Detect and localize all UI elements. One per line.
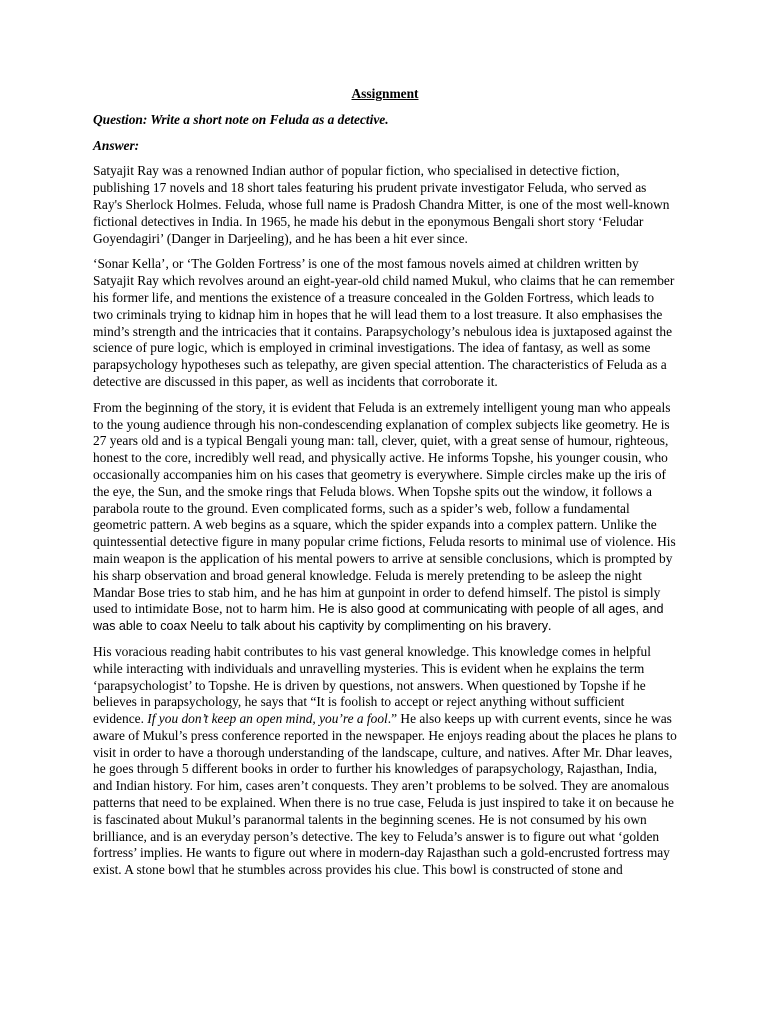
paragraph-4-italic-quote: If you don’t keep an open mind, you’re a fool: [147, 711, 388, 727]
document-page: [93, 86, 677, 888]
document-title: Assignment: [351, 86, 419, 101]
paragraph-3-highlight-text: He is also good at communicating with people of all ages, and was able to coax Neelu to talk about his captivity by complimenting on his bravery: [93, 602, 664, 634]
paragraph-3-text: From the beginning of the story, it is evident that Feluda is an extremely intelligent young man who appeals to the young audience through his non-condescending explanation of complex subjects like geometry. He is 27 years old and is a typical Bengali young man: tall, clever, quiet, with a great sense of humour, righteous, honest to the core, incredibly well read, and physically active. He informs Topshe, his younger cousin, who occasionally accompanies him on his cases that geometry is everywhere. Simple circles make up the iris of the eye, the Sun, and the smoke rings that Feluda blows. When Topshe spits out the window, it follows a parabola route to the ground. Even complicated forms, such as a spider’s web, follow a fundamental geometric pattern. A web begins as a square, which the spider expands into a complex pattern. Unlike the quintessential detective figure in many popular crime fictions, Feluda resorts to minimal use of violence. His main weapon is the application of his mental powers to arrive at sensible conclusions, which is prompted by his sharp observation and broad general knowledge. Feluda is merely pretending to be asleep the night Mandar Bose tries to stab him, and he has him at gunpoint in order to defend himself. The pistol is simply used to intimidate Bose, not to harm him.: [93, 399, 676, 617]
paragraph-2-text: ‘Sonar Kella’, or ‘The Golden Fortress’ is one of the most famous novels aimed at children written by Satyajit Ray which revolves around an eight-year-old child named Mukul, who claims that he can remember his former life, and mentions the existence of a treasure concealed in the Golden Fortress, which leads to two criminals trying to kidnap him in hopes that he will lead them to a lost treasure. It also emphasises the mind’s strength and the intricacies that it contains. Parapsychology’s nebulous idea is juxtaposed against the science of pure logic, which is employed in criminal investigations. The idea of fantasy, as well as some parapsychology hypotheses such as telepathy, are given special attention. The characteristics of Feluda as a detective are discussed in this paper, as well as incidents that corroborate it.: [93, 256, 675, 389]
paragraph-1-text: Satyajit Ray was a renowned Indian author of popular fiction, who specialised in detective fiction, publishing 17 novels and 18 short tales featuring his prudent private investigator Feluda, who served as Ray's Sherlock Holmes. Feluda, whose full name is Pradosh Chandra Mitter, is one of the most well-known fictional detectives in India. In 1965, he made his debut in the eponymous Bengali short story ‘Feludar Goyendagiri’ (Danger in Darjeeling), and he has been a hit ever since.: [93, 163, 670, 246]
answer-label: Answer:: [93, 137, 140, 153]
paragraph-4: [93, 644, 677, 879]
paragraph-3-end-text: .: [548, 618, 552, 634]
paragraph-1: [93, 163, 677, 247]
paragraph-4-text: His voracious reading habit contributes to his vast general knowledge. This knowledge comes in helpful while interacting with individuals and unravelling mysteries. This is evident when he explains the term ‘parapsychologist’ to Topshe. He is driven by questions, not answers. When questioned by Topshe if he believes in parapsychology, he says that “It is foolish to accept or reject anything without sufficient evidence.: [93, 643, 651, 727]
paragraph-3: [93, 400, 677, 635]
paragraph-2: [93, 256, 677, 390]
paragraph-4-end-text: .” He also keeps up with current events, since he was aware of Mukul’s press conference reported in the newspaper. He enjoys reading about the places he plans to visit in order to have a thorough understanding of the landscape, culture, and natives. After Mr. Dhar leaves, he goes through 5 different books in order to further his knowledges of parapsychology, Rajasthan, India, and Indian history. For him, cases aren’t conquests. They aren’t problems to be solved. They are anomalous patterns that need to be explained. When there is no true case, Feluda is just inspired to take it on because he is fascinated about Mukul’s paranormal talents in the beginning scenes. He is not consumed by his own brilliance, and is an everyday person’s detective. The key to Feluda’s answer is to figure out what ‘golden fortress’ implies. He wants to figure out where in modern-day Rajasthan such a gold-encrusted fortress may exist. A stone bowl that he stumbles across provides his clue. This bowl is constructed of stone and: [93, 711, 677, 878]
question-text: Question: Write a short note on Feluda as a detective.: [93, 111, 389, 127]
